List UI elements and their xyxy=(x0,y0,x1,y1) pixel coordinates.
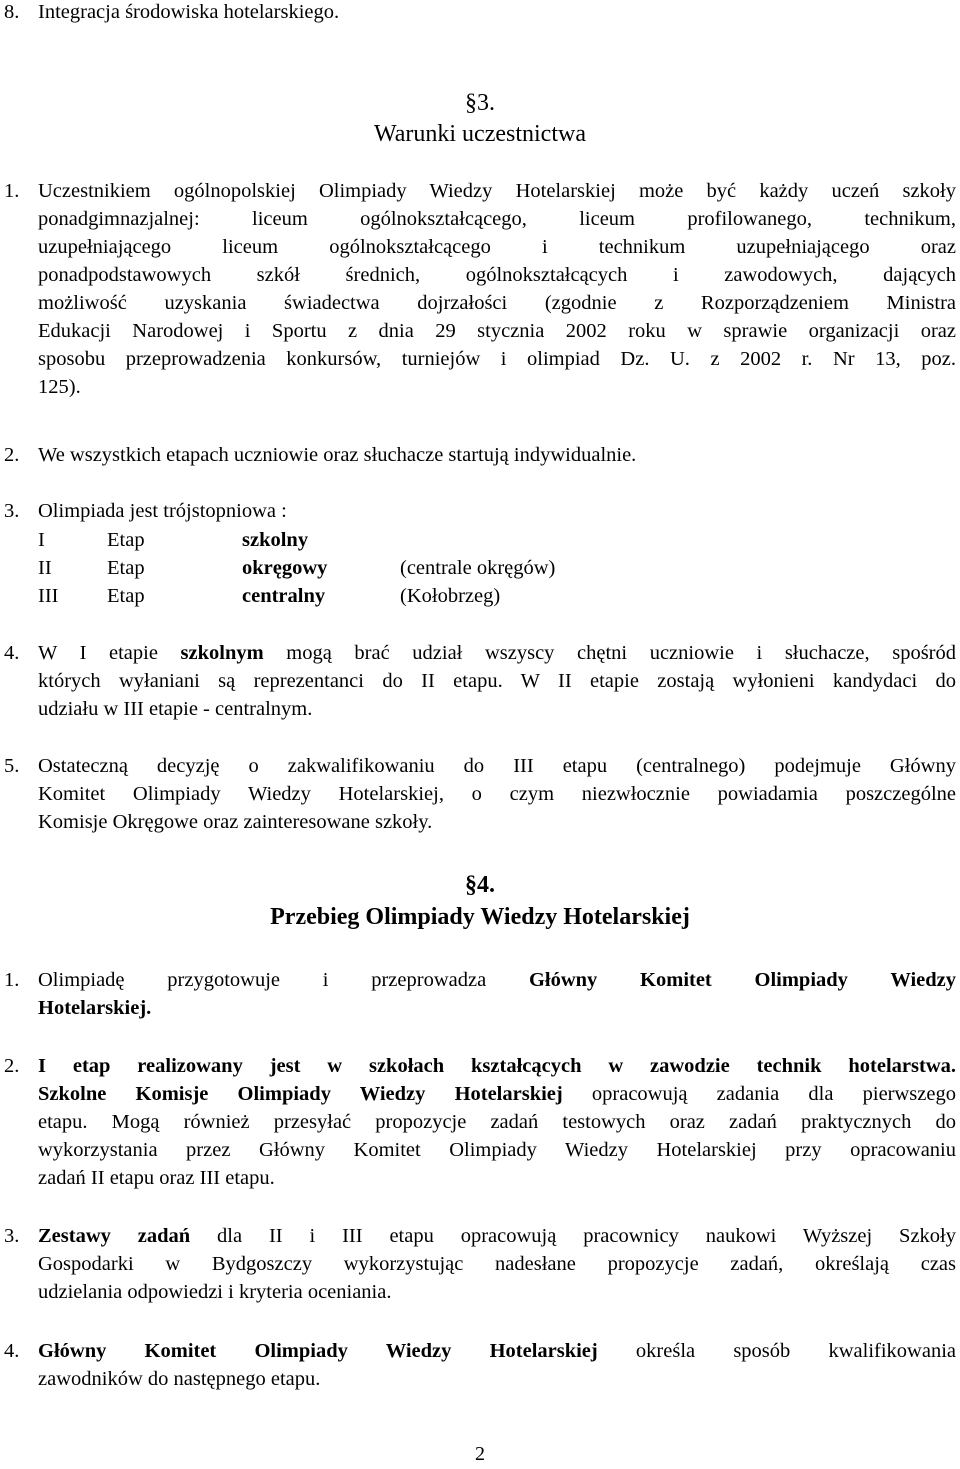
paragraph-number: 2. xyxy=(4,444,20,466)
paragraph-line: Komitet Olimpiady Wiedzy Hotelarskiej, o czym niezwłocznie powiadamia poszczególne xyxy=(38,783,956,805)
item-text: Integracja środowiska hotelarskiego. xyxy=(38,1,340,23)
paragraph-line: Główny Komitet Olimpiady Wiedzy Hotelarskiej określa sposób kwalifikowania xyxy=(38,1340,956,1362)
stage-roman: I xyxy=(38,529,45,551)
stage-word: Etap xyxy=(107,529,145,551)
paragraph-line: udzielania odpowiedzi i kryteria oceniania. xyxy=(38,1281,392,1303)
paragraph-number: 5. xyxy=(4,755,20,777)
paragraph-line: W I etapie szkolnym mogą brać udział wszyscy chętni uczniowie i słuchacze, spośród xyxy=(38,642,956,664)
stage-roman: II xyxy=(38,557,52,579)
paragraph-line: Komisje Okręgowe oraz zainteresowane szkoły. xyxy=(38,811,433,833)
section-number: §3. xyxy=(465,90,495,116)
paragraph-line: etapu. Mogą również przesyłać propozycje zadań testowych oraz zadań praktycznych do xyxy=(38,1111,956,1133)
paragraph-line: możliwość uzyskania świadectwa dojrzałości (zgodnie z Rozporządzeniem Ministra xyxy=(38,292,956,314)
stage-word: Etap xyxy=(107,557,145,579)
paragraph-line: Uczestnikiem ogólnopolskiej Olimpiady Wiedzy Hotelarskiej może być każdy uczeń szkoły xyxy=(38,180,956,202)
stage-name: centralny xyxy=(242,585,326,607)
section-title: Warunki uczestnictwa xyxy=(374,121,586,147)
paragraph-number: 3. xyxy=(4,1225,20,1247)
paragraph-line: zawodników do następnego etapu. xyxy=(38,1368,321,1390)
stage-name: szkolny xyxy=(242,529,309,551)
paragraph-line: zadań II etapu oraz III etapu. xyxy=(38,1167,275,1189)
paragraph-line: I etap realizowany jest w szkołach kształcących w zawodzie technik hotelarstwa. xyxy=(38,1055,956,1077)
stage-note: (centrale okręgów) xyxy=(400,557,556,579)
stage-name: okręgowy xyxy=(242,557,328,579)
page-number: 2 xyxy=(475,1443,485,1465)
paragraph-number: 3. xyxy=(4,500,20,522)
paragraph-line: sposobu przeprowadzenia konkursów, turniejów i olimpiad Dz. U. z 2002 r. Nr 13, poz. xyxy=(38,348,956,370)
paragraph-number: 1. xyxy=(4,969,20,991)
paragraph-line: udziału w III etapie - centralnym. xyxy=(38,698,313,720)
paragraph-line: Hotelarskiej. xyxy=(38,997,152,1019)
stage-note: (Kołobrzeg) xyxy=(400,585,501,607)
paragraph-line: We wszystkich etapach uczniowie oraz słuchacze startują indywidualnie. xyxy=(38,444,637,466)
section-number: §4. xyxy=(465,872,495,898)
paragraph-line: Gospodarki w Bydgoszczy wykorzystując nadesłane propozycje zadań, określają czas xyxy=(38,1253,956,1275)
paragraph-line: Olimpiadę przygotowuje i przeprowadza Główny Komitet Olimpiady Wiedzy xyxy=(38,969,956,991)
paragraph-number: 1. xyxy=(4,180,20,202)
item-number: 8. xyxy=(4,1,20,23)
paragraph-number: 4. xyxy=(4,642,20,664)
paragraph-line: Ostateczną decyzję o zakwalifikowaniu do III etapu (centralnego) podejmuje Główny xyxy=(38,755,956,777)
paragraph-number: 2. xyxy=(4,1055,20,1077)
paragraph-line: Szkolne Komisje Olimpiady Wiedzy Hotelarskiej opracowują zadania dla pierwszego xyxy=(38,1083,956,1105)
section-title: Przebieg Olimpiady Wiedzy Hotelarskiej xyxy=(270,904,690,930)
paragraph-line: wykorzystania przez Główny Komitet Olimpiady Wiedzy Hotelarskiej przy opracowaniu xyxy=(38,1139,956,1161)
paragraph-line: 125). xyxy=(38,376,81,398)
stage-roman: III xyxy=(38,585,59,607)
stage-word: Etap xyxy=(107,585,145,607)
paragraph-number: 4. xyxy=(4,1340,20,1362)
paragraph-line: których wyłaniani są reprezentanci do II etapu. W II etapie zostają wyłonieni kandydaci do xyxy=(38,670,956,692)
paragraph-line: Zestawy zadań dla II i III etapu opracowują pracownicy naukowi Wyższej Szkoły xyxy=(38,1225,956,1247)
paragraph-line: ponadgimnazjalnej: liceum ogólnokształcącego, liceum profilowanego, technikum, xyxy=(38,208,956,230)
paragraph-line: ponadpodstawowych szkół średnich, ogólnokształcących i zawodowych, dających xyxy=(38,264,956,286)
paragraph-line: Olimpiada jest trójstopniowa : xyxy=(38,500,287,522)
paragraph-line: uzupełniającego liceum ogólnokształcącego i technikum uzupełniającego oraz xyxy=(38,236,956,258)
paragraph-line: Edukacji Narodowej i Sportu z dnia 29 stycznia 2002 roku w sprawie organizacji oraz xyxy=(38,320,956,342)
